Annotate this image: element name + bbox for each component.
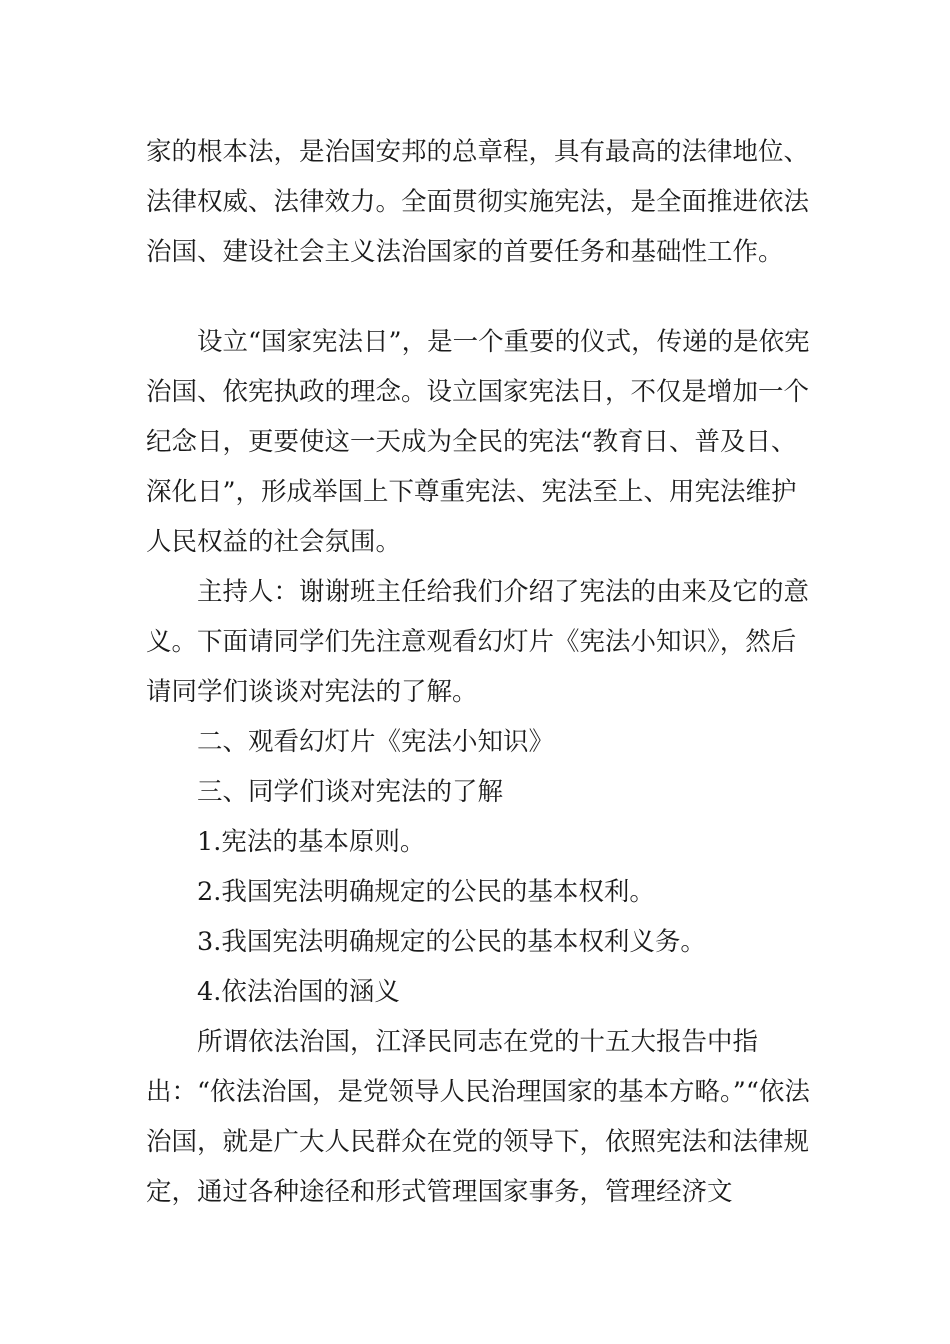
list-item-basic-principles: 1.宪法的基本原则。 [197,827,426,857]
list-item-rule-of-law: 4.依法治国的涵义 [197,977,400,1007]
paragraph-continuation: 家的根本法，是治国安邦的总章程，具有最高的法律地位、法律权威、法律效力。全面贯彻实施宪法，是全面推进依法治国、建设社会主义法治国家的首要任务和基础性工作。 [146,137,810,267]
list-item-rights-obligations: 3.我国宪法明确规定的公民的基本权利义务。 [197,927,706,957]
heading-watch-slides: 二、观看幻灯片《宪法小知识》 [197,727,555,757]
list-item-basic-rights: 2.我国宪法明确规定的公民的基本权利。 [197,877,655,907]
heading-discuss-constitution: 三、同学们谈对宪法的了解 [197,777,504,807]
document-body [146,127,811,1217]
paragraph-constitution-day: 设立“国家宪法日”，是一个重要的仪式，传递的是依宪治国、依宪执政的理念。设立国家宪法日，不仅是增加一个纪念日，更要使这一天成为全民的宪法“教育日、普及日、深化日”，形成举国上下尊重宪法、宪法至上、用宪法维护人民权益的社会氛围。 [146,327,810,557]
paragraph-gap [146,277,811,317]
paragraph-rule-of-law-definition: 所谓依法治国，江泽民同志在党的十五大报告中指出：“依法治国，是党领导人民治理国家的基本方略。”“依法治国，就是广大人民群众在党的领导下，依照宪法和法律规定，通过各种途径和形式管理国家事务，管理经济文 [146,1027,810,1207]
paragraph-host-remarks: 主持人：谢谢班主任给我们介绍了宪法的由来及它的意义。下面请同学们先注意观看幻灯片《宪法小知识》，然后请同学们谈谈对宪法的了解。 [146,577,810,707]
